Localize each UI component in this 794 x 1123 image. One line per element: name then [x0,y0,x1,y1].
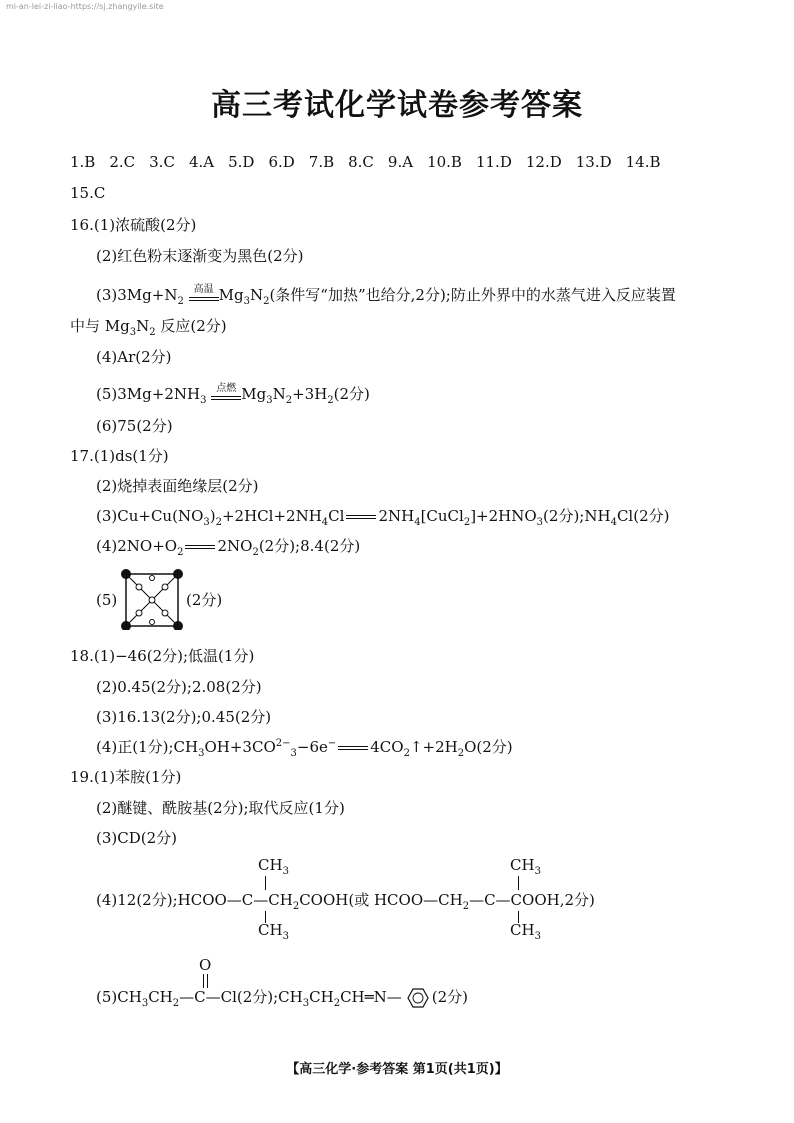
text: (5)CH [96,988,142,1006]
q19-line5: $(5)CH_3CH_2—C—Cl(2$分)$;CH_3CH_2CH═N—$ (2分) [96,988,469,1009]
ch3-bottom-2: $CH_3$ [510,921,541,942]
text: +3H [292,385,328,403]
q17-line1: 17.(1)ds(1分) [70,447,169,465]
text: CH [510,921,535,939]
q16-line5: (4)Ar(2分) [96,348,172,366]
q18-line3: (3)16.13(2分);0.45(2分) [96,708,272,726]
text: 4CO [370,738,404,756]
reaction-condition: 点燃 [216,383,237,394]
mc-answer: 2.C [109,153,136,171]
reaction-arrow [211,385,241,405]
text: —C—Cl(2分);CH [179,988,303,1006]
mc-answer: 5.D [228,153,255,171]
text: CH [510,856,535,874]
text: CH═N— [340,988,402,1006]
text: (3)Cu+Cu(NO [96,507,204,525]
q18-line2: (2)0.45(2分);2.08(2分) [96,678,262,696]
text: Cl(2分) [616,507,670,525]
text: (4)正(1分);CH [96,738,199,756]
q19-line2: (2)醚键、酰胺基(2分);取代反应(1分) [96,799,345,817]
mc-answer: 1.B [70,153,96,171]
q18-line4: (4)正(1分)$;CH_3OH+3CO^{2-}_3-6e^-$ $4CO_2↑+2H_2O(2$分) [96,738,513,759]
text: (3)3Mg+N [96,286,178,304]
ch3-bottom-1: $CH_3$ [258,921,289,942]
q17-line5-score: (2分) [186,591,223,609]
text: OH+3CO [204,738,276,756]
watermark: mi-an-lei-zi-liao-https://sj.zhangyile.site [6,2,164,11]
mc-answer: 3.C [149,153,175,171]
mc-answer: 15.C [70,184,106,202]
carbonyl-oxygen: O [199,956,212,974]
mc-answers-row [70,152,661,172]
ch3-top-2: $CH_3$ [510,856,541,877]
q19-line1: 19.(1)苯胺(1分) [70,768,182,786]
reaction-arrow [189,286,219,306]
text: COOH(或 HCOO—CH [299,891,463,909]
mc-answer: 12.D [525,153,562,171]
text: (2分) [333,385,370,403]
mc-answer: 10.B [427,153,462,171]
text: 2NO [217,537,253,555]
text: —C—COOH,2分) [469,891,595,909]
reaction-condition: 高温 [193,284,214,295]
page-footer: 【高三化学·参考答案 第1页(共1页)】 [286,1062,508,1077]
page-title: 高三考试化学试卷参考答案 [211,88,583,123]
text: [CuCl [420,507,464,525]
text: CH [258,856,283,874]
text: CH [148,988,173,1006]
q16-line3: $(3)3Mg+N_2$ 高温 $Mg_3N_2$(条件写“加热”也给分,2分);防止外界中的水蒸气进入反应装置 [96,285,676,306]
q16-line2: (2)红色粉末逐渐变为黑色(2分) [96,247,304,265]
q19-line4: (4)12(2分)$;HCOO—C—CH_2COOH$(或 $HCOO—CH_2—C—COOH,2$分) [96,891,595,912]
mc-answer: 7.B [308,153,335,171]
text: CH [309,988,334,1006]
text: 反应(2分) [155,317,227,335]
crystal-unit-cell-diagram [118,568,184,630]
ch3-top-1: $CH_3$ [258,856,289,877]
q16-line6: $(5)3Mg+2NH_3$ 点燃 $Mg_3N_2+3H_2(2$分) [96,384,370,405]
text: ↑+2H [409,738,458,756]
mc-answer: 6.D [268,153,295,171]
text: (2分);NH [543,507,611,525]
q17-line5-label: (5) [96,591,118,609]
mc-answer: 14.B [625,153,661,171]
q17-line4: $(4)2NO+O_2$ $2NO_2(2$分);8.4(2分) [96,537,361,558]
text: (2分) [431,988,469,1006]
q18-line1: 18.(1)−46(2分);低温(1分) [70,647,255,665]
text: 2NH [378,507,415,525]
text: ]+2HNO [470,507,537,525]
text: +2HCl+2NH [221,507,322,525]
mc-answer: 9.A [387,153,414,171]
q16-line1: 16.(1)浓硫酸(2分) [70,216,197,234]
mc-answer: 13.D [575,153,612,171]
text: N [272,385,286,403]
text: (条件写“加热”也给分,2分);防止外界中的水蒸气进入反应装置 [269,286,676,304]
text: Mg [218,286,244,304]
q17-line2: (2)烧掉表面绝缘层(2分) [96,477,259,495]
text: 中与 Mg [70,317,130,335]
text: Mg [241,385,267,403]
mc-answer: 4.A [188,153,215,171]
text: N [249,286,264,304]
q16-line4: 中与 $Mg_3N_2$ 反应(2分) [70,317,227,338]
mc-answer: 8.C [348,153,374,171]
q19-line3: (3)CD(2分) [96,829,177,847]
benzene-ring-icon [402,987,432,1009]
mc-answer: 11.D [475,153,512,171]
text: (4)12(2分);HCOO—C—CH [96,891,293,909]
text: CH [258,921,283,939]
text: (5)3Mg+2NH [96,385,201,403]
text: O(2分) [464,738,513,756]
q17-line3: $(3)Cu+Cu(NO_3)_2+2HCl+2NH_4Cl$ $2NH_4[CuCl_2]+2HNO_3(2$分)$;NH_4Cl(2$分) [96,507,670,528]
text: ) [209,507,216,525]
q16-line7: (6)75(2分) [96,417,173,435]
text: Cl [328,507,345,525]
text: N [136,317,150,335]
text: −6e [296,738,328,756]
text: (2分);8.4(2分) [258,537,361,555]
text: (4)2NO+O [96,537,178,555]
